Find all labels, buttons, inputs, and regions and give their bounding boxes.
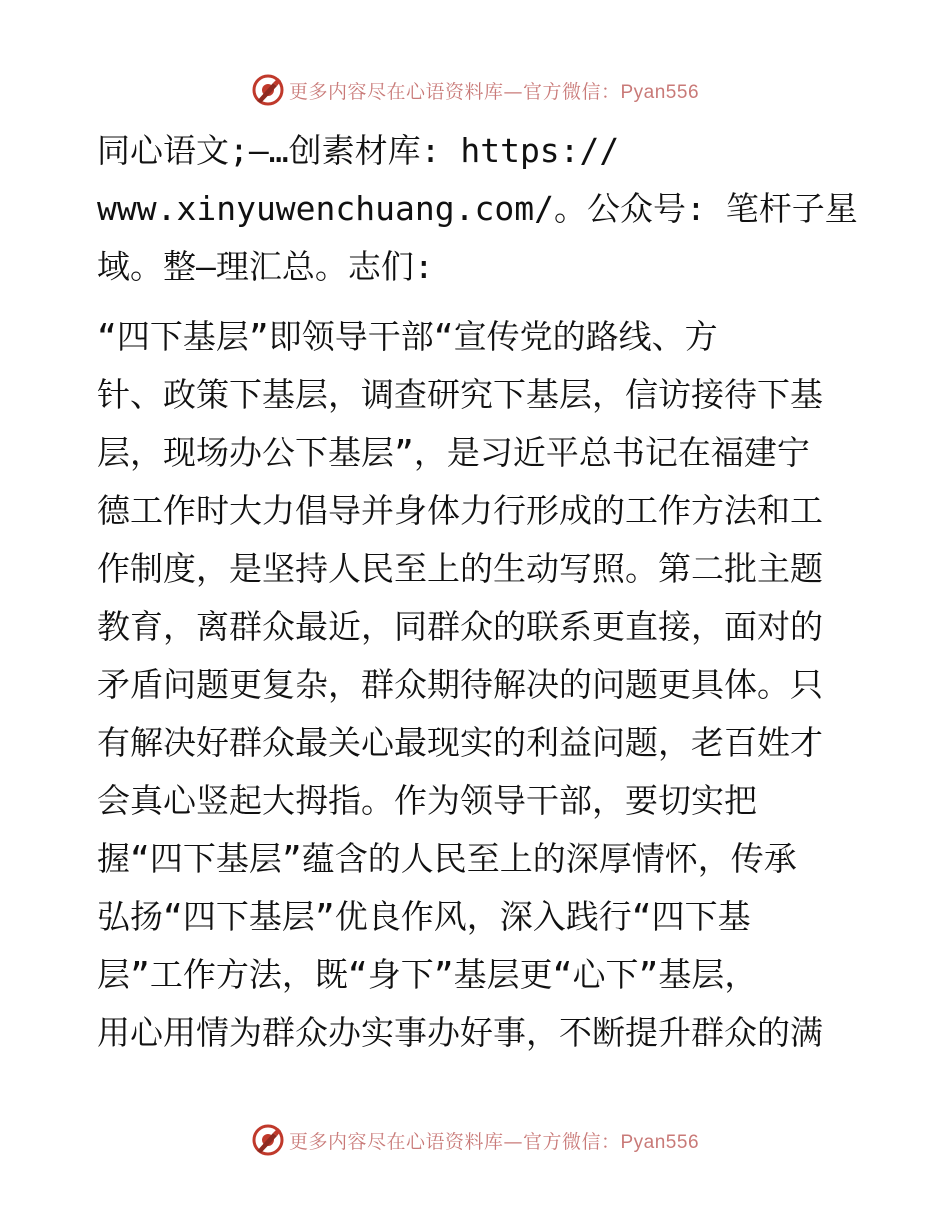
paragraph-line: 有解决好群众最关心最现实的利益问题，老百姓才: [97, 723, 823, 762]
footer-banner-text: [289, 1127, 699, 1154]
paragraph-line: 层，现场办公下基层”，是习近平总书记在福建宁: [97, 433, 810, 472]
paragraph-line: 德工作时大力倡导并身体力行形成的工作方法和工: [97, 491, 823, 530]
paragraph-line: 作制度，是坚持人民至上的生动写照。第二批主题: [97, 549, 823, 588]
intro-line: 域。整—理汇总。志们:: [97, 247, 434, 286]
pen-logo-icon: [251, 1123, 285, 1157]
paragraph-line: 层”工作方法，既“身下”基层更“心下”基层，: [97, 955, 758, 994]
intro-line: www.xinyuwenchuang.com/。公众号: 笔杆子星: [97, 189, 858, 228]
header-banner-label: 更多内容尽在心语资料库—官方微信：: [288, 80, 621, 103]
paragraph-line: 握“四下基层”蕴含的人民至上的深厚情怀，传承: [97, 839, 797, 878]
paragraph-line: “四下基层”即领导干部“宣传党的路线、方: [97, 317, 718, 356]
paragraph-line: 弘扬“四下基层”优良作风，深入践行“四下基: [97, 897, 751, 936]
footer-banner-content: [251, 1123, 699, 1157]
paragraph-line: 矛盾问题更复杂，群众期待解决的问题更具体。只: [97, 665, 823, 704]
intro-line: 同心语文;—…创素材库: https://: [97, 131, 620, 170]
footer-banner: [0, 1120, 950, 1160]
header-banner-text: [289, 77, 699, 104]
header-banner: [0, 70, 950, 110]
paragraph-line: 会真心竖起大拇指。作为领导干部，要切实把: [97, 781, 757, 820]
header-banner-content: [251, 73, 699, 107]
paragraph-line: 用心用情为群众办实事办好事，不断提升群众的满: [97, 1013, 823, 1052]
document-body: [97, 122, 857, 1062]
paragraph-line: 教育，离群众最近，同群众的联系更直接，面对的: [97, 607, 823, 646]
paragraph-line: 针、政策下基层，调查研究下基层，信访接待下基: [97, 375, 823, 414]
footer-banner-label: 更多内容尽在心语资料库—官方微信：: [288, 1130, 621, 1153]
pen-logo-icon: [251, 73, 285, 107]
footer-wechat-id: Pyan556: [620, 1131, 700, 1153]
paragraph-spacer: [97, 296, 857, 308]
header-wechat-id: Pyan556: [620, 81, 700, 103]
